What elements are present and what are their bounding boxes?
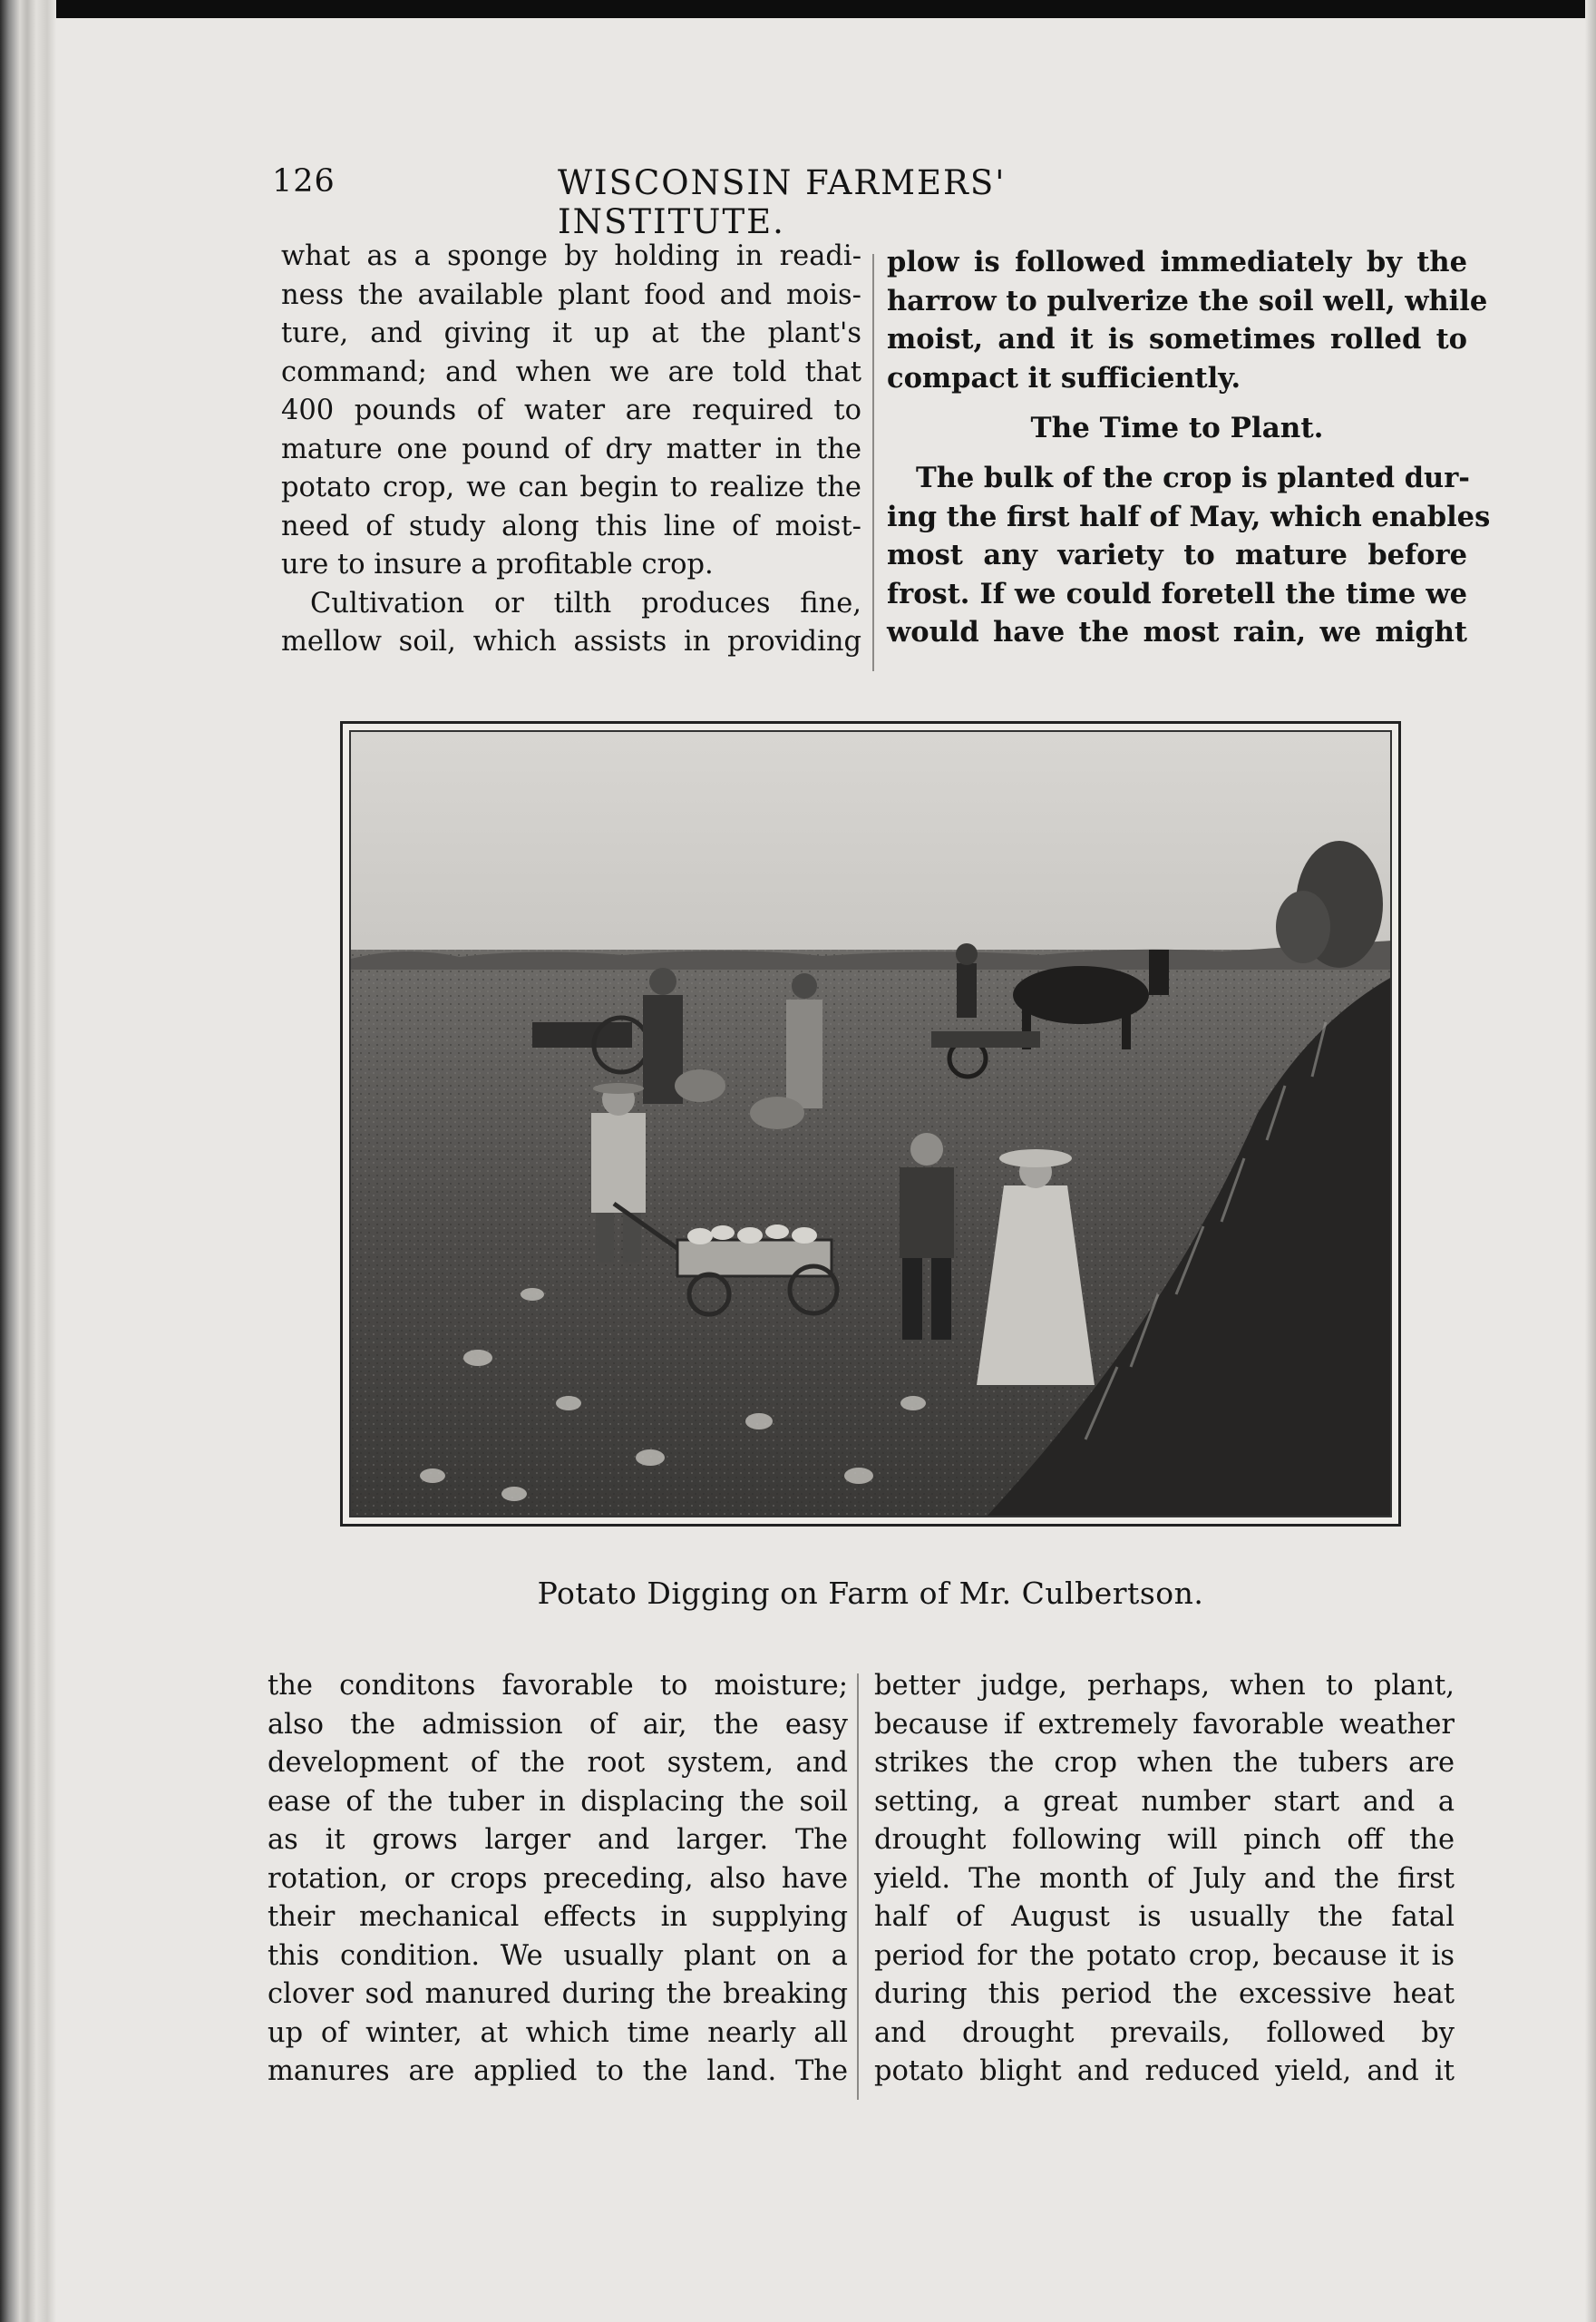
text-line: frost. If we could foretell the time we	[887, 577, 1467, 610]
text-line: half of August is usually the fatal	[874, 1901, 1455, 1933]
text-line: period for the potato crop, because it is	[874, 1939, 1455, 1972]
text-line: also the admission of air, the easy	[268, 1708, 848, 1741]
text-line: plow is followed immediately by the	[887, 246, 1467, 278]
text-line: harrow to pulverize the soil well, while	[887, 284, 1488, 317]
text-line: as it grows larger and larger. The	[268, 1824, 848, 1856]
text-column-top-left	[281, 238, 861, 662]
column-divider	[857, 1673, 859, 2100]
text-line: ure to insure a profitable crop.	[281, 549, 714, 580]
running-title: WISCONSIN FARMERS' INSTITUTE.	[558, 163, 1007, 241]
photo-caption: Potato Digging on Farm of Mr. Culbertson.	[537, 1576, 1204, 1611]
text-line: rotation, or crops preceding, also have	[268, 1862, 848, 1895]
text-line: 400 pounds of water are required to	[281, 395, 861, 426]
text-line: mellow soil, which assists in providing	[281, 626, 861, 658]
text-line: what as a sponge by holding in readi-	[281, 240, 861, 272]
text-line: mature one pound of dry matter in the	[281, 433, 861, 465]
text-line: clover sod manured during the breaking	[268, 1978, 848, 2010]
text-line: ture, and giving it up at the plant's	[281, 317, 861, 349]
text-line: because if extremely favorable weather	[874, 1708, 1455, 1741]
text-line: this condition. We usually plant on a	[268, 1939, 848, 1972]
text-line: up of winter, at which time nearly all	[268, 2016, 848, 2049]
text-line: would have the most rain, we might	[887, 616, 1467, 649]
text-line: Cultivation or tilth produces fine,	[310, 587, 861, 620]
potato-digging-photograph	[349, 730, 1392, 1517]
column-divider	[872, 254, 874, 671]
page-number: 126	[272, 163, 336, 200]
text-line: compact it sufficiently.	[887, 361, 1241, 395]
text-line: potato blight and reduced yield, and it	[874, 2055, 1455, 2087]
text-line: most any variety to mature before	[887, 539, 1467, 571]
text-line: drought following will pinch off the	[874, 1824, 1455, 1856]
text-column-bottom-right	[874, 1667, 1455, 2092]
scan-top-border	[0, 0, 1596, 18]
text-line: during this period the excessive heat	[874, 1978, 1455, 2010]
text-line: setting, a great number start and a	[874, 1785, 1455, 1818]
text-line: moist, and it is sometimes rolled to	[887, 323, 1467, 356]
text-line: their mechanical effects in supplying	[268, 1901, 848, 1933]
photograph-frame	[340, 721, 1401, 1527]
page-right-edge	[1585, 0, 1596, 2322]
text-line: command; and when we are told that	[281, 356, 861, 388]
text-line: ease of the tuber in displacing the soil	[268, 1785, 848, 1818]
text-line: better judge, perhaps, when to plant,	[874, 1670, 1455, 1702]
text-column-top-right	[887, 243, 1491, 652]
section-heading: The Time to Plant.	[1030, 412, 1324, 444]
text-line: ness the available plant food and mois-	[281, 278, 861, 311]
text-line: need of study along this line of moist-	[281, 510, 861, 542]
text-line: strikes the crop when the tubers are	[874, 1747, 1455, 1779]
page-header	[272, 163, 1197, 241]
text-line: the conditons favorable to moisture;	[268, 1670, 848, 1702]
text-line: The bulk of the crop is planted dur-	[916, 462, 1470, 494]
text-line: ing the first half of May, which enables	[887, 500, 1491, 533]
text-column-bottom-left	[268, 1667, 848, 2092]
book-binding-edge	[0, 0, 56, 2322]
text-line: manures are applied to the land. The	[268, 2055, 848, 2087]
text-line: development of the root system, and	[268, 1747, 848, 1779]
text-line: and drought prevails, followed by	[874, 2016, 1455, 2049]
text-line: yield. The month of July and the first	[874, 1862, 1455, 1895]
text-line: potato crop, we can begin to realize the	[281, 472, 861, 503]
